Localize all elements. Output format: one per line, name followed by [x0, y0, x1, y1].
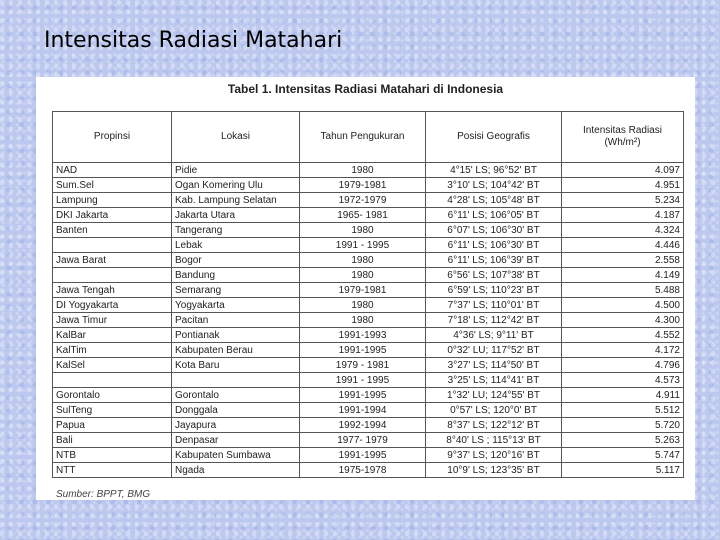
- cell-lokasi: Ngada: [172, 463, 300, 478]
- cell-tahun: 1979-1981: [300, 283, 426, 298]
- cell-provinsi: Lampung: [53, 193, 172, 208]
- cell-posisi: 7°18' LS; 112°42' BT: [426, 313, 562, 328]
- cell-posisi: 9°37' LS; 120°16' BT: [426, 448, 562, 463]
- cell-intensitas: 5.720: [562, 418, 684, 433]
- header-tahun: Tahun Pengukuran: [300, 112, 426, 163]
- table-row: [53, 238, 684, 253]
- cell-posisi: 4°15' LS; 96°52' BT: [426, 163, 562, 178]
- cell-provinsi: Bali: [53, 433, 172, 448]
- cell-posisi: 6°07' LS; 106°30' BT: [426, 223, 562, 238]
- cell-tahun: 1979 - 1981: [300, 358, 426, 373]
- cell-intensitas: 4.172: [562, 343, 684, 358]
- cell-intensitas: 4.097: [562, 163, 684, 178]
- cell-lokasi: Jayapura: [172, 418, 300, 433]
- cell-provinsi: Banten: [53, 223, 172, 238]
- cell-posisi: 6°59' LS; 110°23' BT: [426, 283, 562, 298]
- table-row: [53, 193, 684, 208]
- cell-intensitas: 4.911: [562, 388, 684, 403]
- table-row: [53, 208, 684, 223]
- cell-intensitas: 4.796: [562, 358, 684, 373]
- cell-lokasi: Tangerang: [172, 223, 300, 238]
- cell-lokasi: Pontianak: [172, 328, 300, 343]
- cell-posisi: 4°36' LS; 9°11' BT: [426, 328, 562, 343]
- cell-provinsi: DKI Jakarta: [53, 208, 172, 223]
- cell-posisi: 3°27' LS; 114°50' BT: [426, 358, 562, 373]
- table-row: [53, 163, 684, 178]
- cell-intensitas: 5.117: [562, 463, 684, 478]
- cell-provinsi: KalSel: [53, 358, 172, 373]
- cell-posisi: 0°32' LU; 117°52' BT: [426, 343, 562, 358]
- cell-tahun: 1980: [300, 253, 426, 268]
- cell-provinsi: KalTim: [53, 343, 172, 358]
- cell-posisi: 10°9' LS; 123°35' BT: [426, 463, 562, 478]
- cell-intensitas: 4.500: [562, 298, 684, 313]
- cell-tahun: 1991-1994: [300, 403, 426, 418]
- cell-intensitas: 5.234: [562, 193, 684, 208]
- cell-provinsi: SulTeng: [53, 403, 172, 418]
- cell-tahun: 1991-1995: [300, 343, 426, 358]
- cell-lokasi: Donggala: [172, 403, 300, 418]
- cell-tahun: 1977- 1979: [300, 433, 426, 448]
- table-row: [53, 448, 684, 463]
- cell-posisi: 8°37' LS; 122°12' BT: [426, 418, 562, 433]
- cell-intensitas: 4.187: [562, 208, 684, 223]
- cell-tahun: 1980: [300, 223, 426, 238]
- cell-lokasi: [172, 373, 300, 388]
- cell-provinsi: Sum.Sel: [53, 178, 172, 193]
- cell-lokasi: Bogor: [172, 253, 300, 268]
- cell-tahun: 1991-1993: [300, 328, 426, 343]
- cell-lokasi: Pacitan: [172, 313, 300, 328]
- cell-provinsi: NTT: [53, 463, 172, 478]
- cell-intensitas: 5.747: [562, 448, 684, 463]
- cell-lokasi: Gorontalo: [172, 388, 300, 403]
- table-row: [53, 298, 684, 313]
- cell-tahun: 1980: [300, 268, 426, 283]
- cell-provinsi: Jawa Tengah: [53, 283, 172, 298]
- cell-provinsi: NAD: [53, 163, 172, 178]
- header-posisi: Posisi Geografis: [426, 112, 562, 163]
- cell-intensitas: 4.446: [562, 238, 684, 253]
- table-header-row: [53, 112, 684, 163]
- cell-posisi: 1°32' LU; 124°55' BT: [426, 388, 562, 403]
- table-row: [53, 178, 684, 193]
- cell-provinsi: Papua: [53, 418, 172, 433]
- cell-posisi: 3°10' LS; 104°42' BT: [426, 178, 562, 193]
- cell-posisi: 8°40' LS ; 115°13' BT: [426, 433, 562, 448]
- cell-intensitas: 4.149: [562, 268, 684, 283]
- table-row: [53, 343, 684, 358]
- cell-provinsi: [53, 238, 172, 253]
- cell-tahun: 1965- 1981: [300, 208, 426, 223]
- cell-lokasi: Yogyakarta: [172, 298, 300, 313]
- table-row: [53, 418, 684, 433]
- table-image: [36, 77, 695, 500]
- table-row: [53, 358, 684, 373]
- cell-intensitas: 4.552: [562, 328, 684, 343]
- cell-tahun: 1979-1981: [300, 178, 426, 193]
- cell-intensitas: 4.573: [562, 373, 684, 388]
- header-provinsi: Propinsi: [53, 112, 172, 163]
- table-row: [53, 313, 684, 328]
- cell-lokasi: Denpasar: [172, 433, 300, 448]
- table-row: [53, 268, 684, 283]
- cell-tahun: 1980: [300, 298, 426, 313]
- cell-provinsi: [53, 268, 172, 283]
- cell-intensitas: 5.488: [562, 283, 684, 298]
- cell-lokasi: Kab. Lampung Selatan: [172, 193, 300, 208]
- cell-tahun: 1991-1995: [300, 388, 426, 403]
- table-row: [53, 253, 684, 268]
- cell-intensitas: 4.951: [562, 178, 684, 193]
- table-row: [53, 223, 684, 238]
- cell-lokasi: Jakarta Utara: [172, 208, 300, 223]
- cell-lokasi: Kabupaten Berau: [172, 343, 300, 358]
- cell-provinsi: Jawa Timur: [53, 313, 172, 328]
- table-row: [53, 283, 684, 298]
- cell-tahun: 1991 - 1995: [300, 238, 426, 253]
- cell-lokasi: Pidie: [172, 163, 300, 178]
- table-caption: Tabel 1. Intensitas Radiasi Matahari di Indonesia: [227, 82, 504, 96]
- cell-tahun: 1972-1979: [300, 193, 426, 208]
- cell-lokasi: Kabupaten Sumbawa: [172, 448, 300, 463]
- cell-intensitas: 4.324: [562, 223, 684, 238]
- cell-intensitas: 5.263: [562, 433, 684, 448]
- cell-lokasi: Semarang: [172, 283, 300, 298]
- table-source: Sumber: BPPT, BMG: [56, 489, 151, 500]
- table-row: [53, 388, 684, 403]
- cell-provinsi: NTB: [53, 448, 172, 463]
- cell-provinsi: KalBar: [53, 328, 172, 343]
- cell-posisi: 6°56' LS; 107°38' BT: [426, 268, 562, 283]
- cell-provinsi: Gorontalo: [53, 388, 172, 403]
- cell-tahun: 1980: [300, 313, 426, 328]
- cell-lokasi: Lebak: [172, 238, 300, 253]
- cell-tahun: 1992-1994: [300, 418, 426, 433]
- table-row: [53, 433, 684, 448]
- cell-intensitas: 4.300: [562, 313, 684, 328]
- cell-posisi: 7°37' LS; 110°01' BT: [426, 298, 562, 313]
- table-row: [53, 328, 684, 343]
- cell-posisi: 6°11' LS; 106°30' BT: [426, 238, 562, 253]
- cell-intensitas: 5.512: [562, 403, 684, 418]
- cell-intensitas: 2.558: [562, 253, 684, 268]
- cell-lokasi: Ogan Komering Ulu: [172, 178, 300, 193]
- cell-posisi: 3°25' LS; 114°41' BT: [426, 373, 562, 388]
- cell-posisi: 4°28' LS; 105°48' BT: [426, 193, 562, 208]
- table-row: [53, 373, 684, 388]
- cell-posisi: 0°57' LS; 120°0' BT: [426, 403, 562, 418]
- cell-provinsi: Jawa Barat: [53, 253, 172, 268]
- table-row: [53, 403, 684, 418]
- header-intensitas: Intensitas Radiasi (Wh/m²): [562, 112, 684, 163]
- slide-title: Intensitas Radiasi Matahari: [44, 28, 343, 53]
- cell-posisi: 6°11' LS; 106°39' BT: [426, 253, 562, 268]
- cell-provinsi: DI Yogyakarta: [53, 298, 172, 313]
- cell-posisi: 6°11' LS; 106°05' BT: [426, 208, 562, 223]
- cell-lokasi: Kota Baru: [172, 358, 300, 373]
- table-row: [53, 463, 684, 478]
- header-lokasi: Lokasi: [172, 112, 300, 163]
- radiation-table: [52, 111, 684, 478]
- cell-lokasi: Bandung: [172, 268, 300, 283]
- cell-tahun: 1975-1978: [300, 463, 426, 478]
- cell-tahun: 1991 - 1995: [300, 373, 426, 388]
- cell-tahun: 1980: [300, 163, 426, 178]
- cell-provinsi: [53, 373, 172, 388]
- cell-tahun: 1991-1995: [300, 448, 426, 463]
